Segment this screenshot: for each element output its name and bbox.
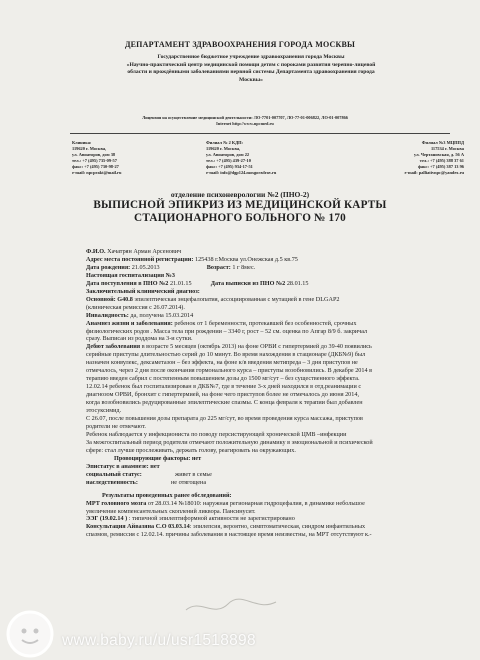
branch-line: e-mail: info@dgp124.mosgorzdrav.ru <box>206 170 277 176</box>
text-run: назначен конвулекс, дексаметазон – без эффекта, на фоне к/в введения метипреда – 3 дня приступов не <box>86 359 358 367</box>
document-title-block <box>0 190 480 225</box>
text-run: диагнозом ОРВИ, бронхит с гипертермией, на фоне чего приступов более не отмечалось до июня 2014, <box>86 391 360 399</box>
exam-line <box>86 500 426 508</box>
anamnesis-line <box>86 439 426 447</box>
anamnesis-line <box>86 328 426 336</box>
text-run: увеличение компенсантельных скоплений ликвора. Пансинусит. <box>86 507 256 515</box>
branch-line: тел.: +7 (495) 735-09-57 <box>72 158 117 164</box>
branch-line: e-mail: palliativnpc@yandex.ru <box>404 170 464 176</box>
branch-line: 119620 г. Москва, <box>72 146 107 152</box>
branch-line: Клиника: <box>72 140 92 145</box>
anamnesis-line <box>86 375 426 383</box>
text-run: сфере: стал лучше прослеживать, держать голову, реагировать на окружающих. <box>86 446 296 454</box>
branch-line: e-mail: npcprakt@mail.ru <box>72 170 122 176</box>
text-run: физиологических родов . Масса тела при рождении – 3340 г, рост – 52 см. оценка по Апгар 8/9 б. закричал <box>86 327 368 335</box>
address-row: Адрес места постоянной регистрации: 125438 г.Москва ул.Онежская д.5 кв.75 <box>86 255 298 263</box>
exams-section <box>86 500 426 540</box>
anamnesis-line <box>86 343 426 351</box>
remission-row: (клиническая ремиссия с 26.07.2014). <box>86 303 185 311</box>
anamnesis-line <box>86 391 426 399</box>
text-run: терапию введен сабрил с постепенным повышением дозы до 1500 мг/сут – без существенного эффекта. <box>86 375 360 383</box>
bold-label: Консультация Айвазяна С.О 03.03.14 <box>86 523 190 531</box>
institution-line: Государственное бюджетное учреждение здравоохранения города Москвы <box>157 54 345 60</box>
text-run: от 28.03.14 №18010: наружная регионарная гидроцефалия, в динамике небольшое <box>146 499 365 507</box>
branch-line: Филиал № 2 КДП: <box>206 140 243 145</box>
anamnesis-line <box>86 383 426 391</box>
title-line: ВЫПИСНОЙ ЭПИКРИЗ ИЗ МЕДИЦИНСКОЙ КАРТЫ <box>93 199 387 211</box>
text-run: С 26.07, после повышения дозы препарата до 225 мг/сут, во время проведения курса массажа, приступов <box>86 415 363 423</box>
exam-line <box>86 515 426 523</box>
text-run: в возрасте 5 месяцев (октябрь 2013) на фоне ОРВИ с гипертермией до 39-40 появились <box>140 343 372 351</box>
institution-line: «Научно-практический центр медицинской помощи детям с пороками развития черепно-лицевой <box>126 61 376 68</box>
anamnesis-line <box>86 447 426 455</box>
provoking-factors-row: Провоцирующие факторы: нет <box>114 454 202 462</box>
anamnesis-line <box>86 367 426 375</box>
baby-logo-icon <box>4 608 56 660</box>
anamnesis-line <box>86 423 426 431</box>
branch-line: ул. Авиаторов, дом 22 <box>206 152 250 158</box>
text-run: родители не отмечают. <box>86 422 146 430</box>
exam-line <box>86 508 426 516</box>
branch-line: 117534 г. Москва <box>430 146 464 152</box>
text-run: когда возобновились редуцированные эпилептические спазмы. С конца февраля к терапии был добавлен <box>86 399 363 407</box>
watermark-url: www.baby.ru/u/usr1518898 <box>62 632 256 649</box>
bold-label: ЭЭГ (19.02.14 ) <box>86 515 128 523</box>
branch-line: факс: +7 (495) 934-17-51 <box>206 164 253 170</box>
text-run: 12.02.14 ребенок был госпитализирован в ДКБ№7, где в течение 3-х дней находился в отд.реанимации с <box>86 383 362 391</box>
text-run: Ребенок наблюдается у инфекциониста по поводу персистирующей хронической ЦМВ –инфекции <box>86 430 347 438</box>
exam-line <box>86 531 426 539</box>
anamnesis-line <box>86 359 426 367</box>
bold-label: Дебют заболевания <box>86 343 141 351</box>
text-run: ребенок от 1 беременности, протекавшей без особенностей, срочных <box>172 319 357 327</box>
main-diagnosis-row: Основной: G40.8 эпилептическая энцефалопатия, ассоциированная с мутацией в гене DLGAP2 <box>86 295 340 303</box>
patient-name-row: Ф.И.О. Хачатрян Арман Арсенович <box>86 248 182 255</box>
license-line: Лицензия на осуществление медицинской деятельности: ЛО-7701-007707, ЛО-77-01-006822, ЛО-01-007866 <box>142 115 348 120</box>
anamnesis-section <box>86 320 426 455</box>
institution-name <box>86 54 416 84</box>
anamnesis-line <box>86 399 426 407</box>
clinic-address-block <box>72 140 182 177</box>
dates-row: Дата поступления в ПНО №2 21.01.15 Дата выписки из ПНО №2 28.01.15 <box>86 279 309 287</box>
text-run: : типичной эпилептиформной активности не зарегистрировано <box>127 515 295 523</box>
text-run: спазмов, ремиссия с 12.02.14. причины заболевания в настоящее время неизвестны, на МРТ отсутствуют к.- <box>86 531 372 539</box>
branch-line: ул. Чертановская, д. 56 А <box>414 152 464 158</box>
text-run: : эпилепсия, вероятно, симптоматическая, синдром инфантильных <box>189 523 366 531</box>
exam-line <box>86 523 426 531</box>
anamnesis-line <box>86 407 426 415</box>
branch-line: ул. Авиаторов, дом 38 <box>72 152 116 158</box>
anamnesis-line <box>86 335 426 343</box>
anamnesis-line <box>86 415 426 423</box>
handwritten-mark <box>180 590 290 624</box>
results-heading: Результаты проведенных ранее обследований: <box>102 491 232 499</box>
text-run: этосуксимид. <box>86 407 122 415</box>
bold-label: МРТ головного мозга <box>86 499 147 507</box>
website-line: Internet http://www.npcmed.ru <box>216 121 274 126</box>
institution-line: Москвы» <box>239 76 263 83</box>
department-header: ДЕПАРТАМЕНТ ЗДРАВООХРАНЕНИЯ ГОРОДА МОСКВЫ <box>124 40 356 49</box>
dob-row: Дата рождения: 21.05.2013 Возраст: 1 г 8мес. <box>86 263 256 271</box>
header-divider <box>70 133 450 134</box>
text-run: За межгоспитальный период родители отмечают положительную динамику в эмоциональной и психической <box>86 438 373 446</box>
branch-line: 119620 г. Москва, <box>206 146 241 152</box>
heredity-row: наследственность: не отягощена <box>86 478 207 486</box>
filial3-address-block <box>344 140 464 177</box>
disability-row: Инвалидность: да, получена 15.03.2014 <box>86 311 194 319</box>
branch-line: тел.: +7 (495) 388 37 61 <box>419 158 464 164</box>
text-run: отмечалось, через 2 дня после окончания гормонального курса – приступы возобновились. В декабре 2014 в <box>86 367 373 375</box>
title-line: СТАЦИОНАРНОГО БОЛЬНОГО № 170 <box>134 212 346 224</box>
text-run: сразу. Выписан из роддома на 3-и сутки. <box>86 335 193 343</box>
anamnesis-line <box>86 320 426 328</box>
anamnesis-line <box>86 431 426 439</box>
epicrisis-body <box>86 248 426 539</box>
license-info <box>60 115 430 127</box>
hospitalization-row: Настоящая госпитализация №3 <box>86 271 175 279</box>
department-subtitle: отделение психоневрологии №2 (ПНО-2) <box>170 190 310 199</box>
institution-line: области и врождёнными заболеваниями нервной системы Департамента здравоохранения города <box>127 69 375 76</box>
social-status-row: социальный статус: живет в семье <box>86 470 212 478</box>
branch-line: тел.: +7 (495) 439-27-10 <box>206 158 251 164</box>
branch-line: Филиал №3 МЦППД <box>421 140 464 145</box>
anamnesis-line <box>86 351 426 359</box>
filial2-address-block <box>206 140 336 177</box>
bold-label: Анамнез жизни и заболевания: <box>86 319 173 327</box>
branch-line: факс: +7 (495) 730-98-27 <box>72 164 119 170</box>
diagnosis-heading: Заключительный клинический диагноз: <box>86 287 200 295</box>
text-run: серийные приступы длительностью серий до 10 минут. Во время нахождения в стационаре (ДКБ№9) был <box>86 351 366 359</box>
epistatus-row: Эпистатус в анамнезе: нет <box>86 462 160 470</box>
branch-line: факс: +7 (495) 387 13 96 <box>417 164 464 170</box>
